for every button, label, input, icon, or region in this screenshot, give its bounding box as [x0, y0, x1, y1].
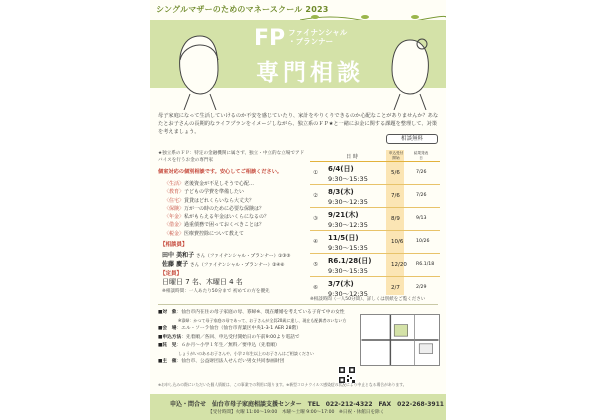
topic-item: 〈住宅〉賃貸はどれくらいなら大丈夫？ [164, 197, 255, 204]
fp-kana-2: ・プランナー [288, 37, 334, 46]
fp-kana [288, 28, 347, 46]
free-badge: 相談無料 [386, 134, 438, 144]
topic-item: 〈年金〉私がもらえる年金はいくらになるの？ [164, 214, 270, 221]
office-hours: 【受付時間】火曜 11:00～19:00 木曜～土曜 9:00～17:00 ※日祝・休館日を除く [208, 410, 385, 415]
detail-row: ■対 象：仙台市内在住の母子家庭の母、寡婦※、現在離婚を考えている子育て中の女性 [158, 310, 345, 315]
detail-row: ■託 児：６か月～小学１年生／無料／要申込（先着順） [158, 342, 280, 348]
schedule-header [310, 150, 440, 162]
schedule-row: ① 6/4(日) 9:30～15:35 5/6 7/26 [310, 162, 440, 185]
bottom-footnote: ※お申し込みの際にいただいた個人情報は、この事業での利用に限ります。※新型コロナウイルス感染症の状況により中止となる場合があります。 [158, 382, 407, 387]
contact-info: 申込・問合せ 仙台市母子家庭相談支援センター TEL 022-212-4322 FAX 022-268-3911 [170, 401, 444, 408]
counselor-2: 佐藤 慶子 さん（ファイナンシャル・プランナー）②④⑥ [162, 261, 285, 268]
topic-item: 〈税金〉医療費控除について教えて [164, 230, 244, 237]
consult-heading: 個室対応の個別相談です。安心してご相談ください。 [158, 169, 283, 175]
woman-right-illustration [382, 34, 438, 110]
header-publication: 結果発表日 [413, 151, 429, 160]
venue-map [360, 314, 440, 366]
schedule-row: ③ 9/21(木) 9:30～12:35 8/9 9/13 [310, 208, 440, 231]
contact-footer [150, 394, 446, 420]
detail-row: ■申込方法：先着順／各回、申込受付開始日の午前9:00より電話で [158, 334, 300, 340]
fp-heading [254, 26, 347, 51]
topic-item: 〈保険〉万が一の時のために必要な保険は？ [164, 205, 265, 212]
header-date: 日 時 [346, 154, 359, 160]
main-title: 専門相談 [256, 60, 364, 86]
detail-row: しょうがいのあるお子さんや、小学２年生以上のお子さんはご相談ください [178, 351, 314, 357]
schedule-footnote: ※相談時間（一人50分間）、詳しくは別紙をご覧ください [310, 297, 426, 302]
header-deadline: 申込受付開始 [388, 151, 404, 160]
capacity-text: 日曜日 7 名、木曜日 4 名 [162, 278, 243, 286]
detail-row: ※寡婦：かつて母子家庭の母であって、お子さんが全員20歳に達し、現在も配偶者のいない方 [178, 318, 347, 324]
capacity-heading: 【定員】 [160, 271, 183, 277]
fp-note: ★独立系のＦＰ：特定の金融機関に属さず、独立・中立的な立場でアドバイスを行うお金の専門家 [158, 151, 305, 163]
topic-item: 〈生活〉老後資金が不足しそうで心配… [164, 181, 255, 187]
detail-row: ■主 催：仙台市、公益財団法人せんだい男女共同参画財団 [158, 359, 285, 365]
capacity-note: ※相談時間：一人あたり50分まで 初めての方を優先 [162, 289, 270, 294]
counselor-heading: 【相談員】 [160, 242, 188, 248]
schedule-row: ⑥ 3/7(木) 9:30～12:35 2/7 2/29 [313, 280, 427, 298]
event-details [158, 309, 354, 366]
fp-label: FP [254, 26, 286, 51]
counselor-1: 田中 美和子 さん（ファイナンシャル・プランナー）①③⑤ [162, 252, 291, 259]
intro-text: 母子家庭になって生活していけるのか不安を感じていたり、家計をやりくりできるのか心配なことがありませんか？あなたとお子さんの長期的なライフプランをイメージしながら、独立系のＦＰ★と一緒にお金に関する課題を整理して、対策を考えましょう。 [158, 113, 439, 135]
detail-row: ■会 場：エル・ソーラ仙台（仙台市青葉区中央1-3-1 AER 28階） [158, 326, 301, 332]
divider [158, 304, 438, 305]
flyer [150, 0, 446, 420]
schedule-row: ④ 11/5(日) 9:30～15:35 10/6 10/26 [310, 231, 440, 254]
topic-list [164, 180, 306, 238]
schedule-table [310, 150, 440, 298]
series-title: シングルマザーのためのマネースクール 2023 [156, 5, 329, 14]
schedule-row: ② 8/3(木) 9:30～12:35 7/6 7/26 [310, 185, 440, 208]
woman-left-illustration [170, 30, 230, 110]
schedule-row: ⑤ R6.1/28(日) 9:30～15:35 12/20 R6.1/18 [310, 254, 440, 277]
topic-item: 〈教育〉子どもの学費を準備したい [164, 189, 245, 196]
topic-item: 〈借金〉過重債務で困っておくべきことは？ [164, 222, 265, 229]
fp-kana-1: ファイナンシャル [288, 28, 348, 37]
